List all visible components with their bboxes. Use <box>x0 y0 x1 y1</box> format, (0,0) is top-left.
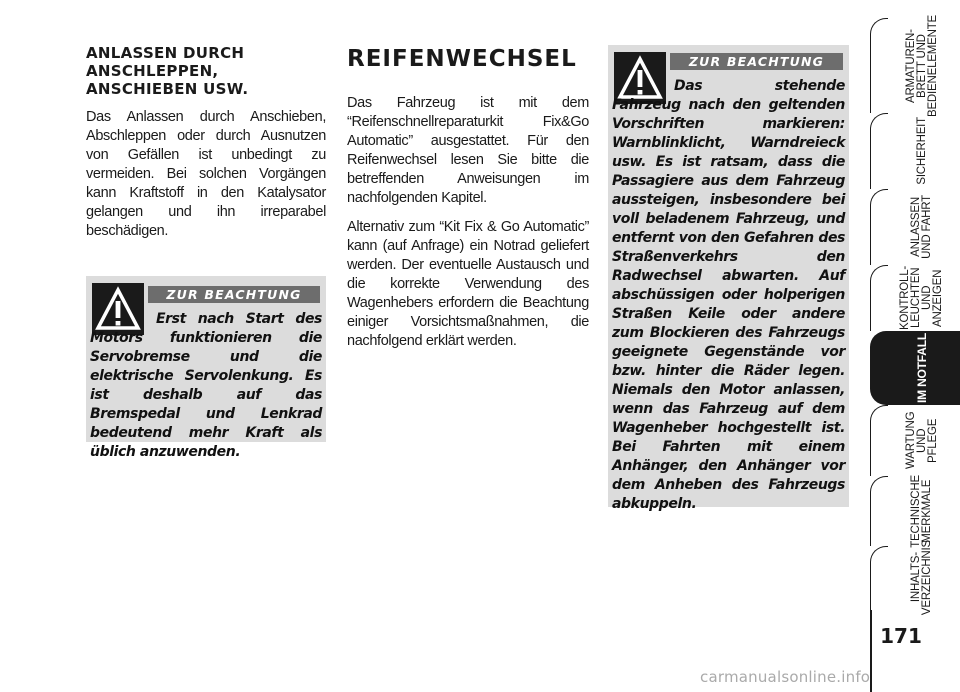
tab-im-notfall[interactable] <box>870 331 960 405</box>
middle-section <box>347 46 589 361</box>
left-section <box>86 44 326 241</box>
footer-watermark: carmanualsonline.info <box>700 668 871 686</box>
middle-paragraph-1: Das Fahrzeug ist mit dem “Reifenschnellreparaturkit Fix&Go Automatic” ausgestattet. Für den Reifenwechsel lesen Sie bitte die betreffenden Anweisungen im nachfolgenden Kapitel. <box>347 95 589 206</box>
left-body: Das Anlassen durch Anschieben, Abschleppen oder durch Ausnutzen von Gefällen ist unbedingt zu vermeiden. Bei solchen Vorgängen kann Kraftstoff in den Katalysator gelangen und ihn irreparabel beschädigen. <box>86 109 326 239</box>
tab-sicherheit[interactable] <box>870 113 960 189</box>
tab-label-sicherheit: SICHERHEIT <box>915 117 928 185</box>
tab-label-armaturenbrett: ARMATUREN- BRETT UND BEDIENELEMENTE <box>904 14 939 117</box>
tab-label-technische-merkmale: TECHNISCHE MERKMALE <box>910 474 933 548</box>
left-heading-line-1: ANLASSEN DURCH <box>86 44 245 62</box>
warning-label-right: ZUR BEACHTUNG <box>670 53 843 70</box>
tab-technische-merkmale[interactable] <box>870 476 960 546</box>
section-title: REIFENWECHSEL <box>347 46 577 72</box>
tab-label-kontrollleuchten: KONTROLL- LEUCHTEN UND ANZEIGEN <box>899 265 944 331</box>
warning-label-left: ZUR BEACHTUNG <box>148 286 320 303</box>
tab-anlassen[interactable] <box>870 189 960 265</box>
tab-kontrollleuchten[interactable] <box>870 265 960 331</box>
tab-label-inhaltsverzeichnis: INHALTS- VERZEICHNIS <box>910 540 933 616</box>
chapter-tab-bar <box>870 0 960 692</box>
warning-box-right <box>608 45 849 512</box>
middle-paragraph-2: Alternativ zum “Kit Fix & Go Automatic” kann (auf Anfrage) ein Notrad geliefert werden. Der eventuelle Austausch und die korrekte Verwendung des Wagenhebers erfordern die Beachtung einiger Vorsichtsmaßnahmen, die nachfolgend erklärt werden. <box>347 219 589 349</box>
warning-text-right: Das stehende Fahrzeug nach den geltenden Vorschriften markieren: Warnblinklicht, Warndreieck usw. Es ist ratsam, dass die Passagiere aus dem Fahrzeug aussteigen, insbesondere bei voll beladenem Fahrzeug, und entfernt von den Gefahren des Straßenverkehrs den Radwechsel abwarten. Auf abschüssigen oder holperigen Straßen Keile oder andere zum Blockieren des Fahrzeugs geeignete Gegenstände vor bzw. hinter die Räder legen. Niemals den Motor anlassen, wenn das Fahrzeug auf dem Wagenheber hochgestellt ist. Bei Fahrten mit einem Anhänger, den Anhänger vor dem Anheben des Fahrzeugs abkuppeln. <box>612 78 845 512</box>
warning-text-left: Erst nach Start des Motors funktionieren die Servobremse und die elektrische Servolenkung. Es ist deshalb auf das Bremspedal und Lenkrad bedeutend mehr Kraft als üblich anzuwenden. <box>90 311 322 460</box>
left-heading-line-3: ANSCHIEBEN USW. <box>86 80 249 98</box>
left-heading-line-2: ANSCHLEPPEN, <box>86 62 219 80</box>
tab-label-im-notfall: IM NOTFALL <box>914 333 929 403</box>
page-number-divider <box>870 610 872 692</box>
tab-wartung[interactable] <box>870 405 960 476</box>
tab-label-wartung: WARTUNG UND PFLEGE <box>904 411 939 470</box>
tab-armaturenbrett[interactable] <box>870 14 960 117</box>
left-heading <box>86 44 326 98</box>
warning-box-left <box>86 276 326 460</box>
tab-label-anlassen: ANLASSEN UND FAHRT <box>910 195 933 259</box>
tab-inhaltsverzeichnis[interactable] <box>870 540 960 616</box>
page-number: 171 <box>880 624 922 648</box>
